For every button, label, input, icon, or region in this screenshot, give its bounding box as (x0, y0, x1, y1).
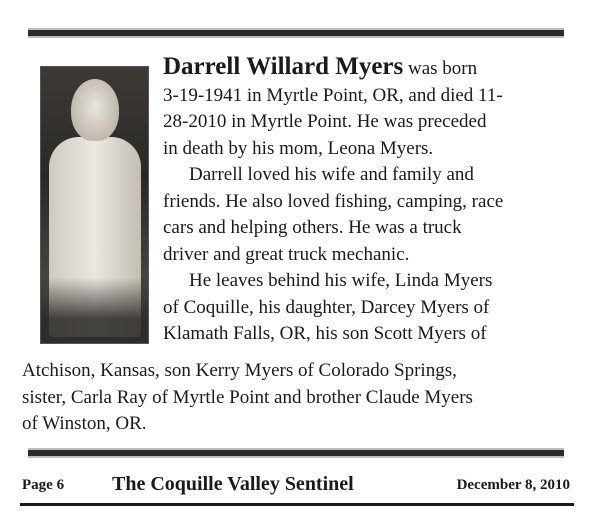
newspaper-name: The Coquille Valley Sentinel (112, 473, 354, 495)
issue-date: December 8, 2010 (456, 477, 570, 493)
obituary-line: Klamath Falls, OR, his son Scott Myers of (163, 323, 487, 344)
obituary-line: 3-19-1941 in Myrtle Point, OR, and died 11- (163, 84, 503, 106)
obituary-line: friends. He also loved fishing, camping, race (163, 190, 504, 212)
obituary-line: Darrell loved his wife and family and (189, 164, 474, 185)
obituary-text-column (163, 54, 563, 348)
obituary-line: sister, Carla Ray of Myrtle Point and brother Claude Myers (22, 386, 473, 408)
portrait-photo (40, 66, 149, 344)
photo-shadow (41, 277, 149, 344)
bottom-rule (20, 503, 574, 506)
page-number: Page 6 (22, 477, 65, 493)
obituary-line: of Coquille, his daughter, Darcey Myers of (163, 296, 490, 318)
obituary-line: in death by his mom, Leona Myers. (163, 137, 434, 159)
obituary-line: Atchison, Kansas, son Kerry Myers of Colorado Springs, (22, 360, 457, 381)
obituary-line: driver and great truck mechanic. (163, 243, 410, 265)
obituary-text-full-width (22, 358, 567, 438)
photo-figure-head (71, 79, 119, 141)
middle-rule (28, 450, 564, 456)
deceased-name: Darrell Willard Myers (163, 53, 404, 80)
page-footer (22, 473, 570, 499)
obituary-line: He leaves behind his wife, Linda Myers (189, 270, 493, 291)
obituary-line: of Winston, OR. (22, 413, 147, 434)
obituary-line: 28-2010 in Myrtle Point. He was preceded (163, 111, 487, 132)
top-rule (28, 30, 564, 36)
obituary-line: Darrell Willard Myers was born (163, 53, 478, 80)
obituary-line: cars and helping others. He was a truck (163, 217, 462, 238)
